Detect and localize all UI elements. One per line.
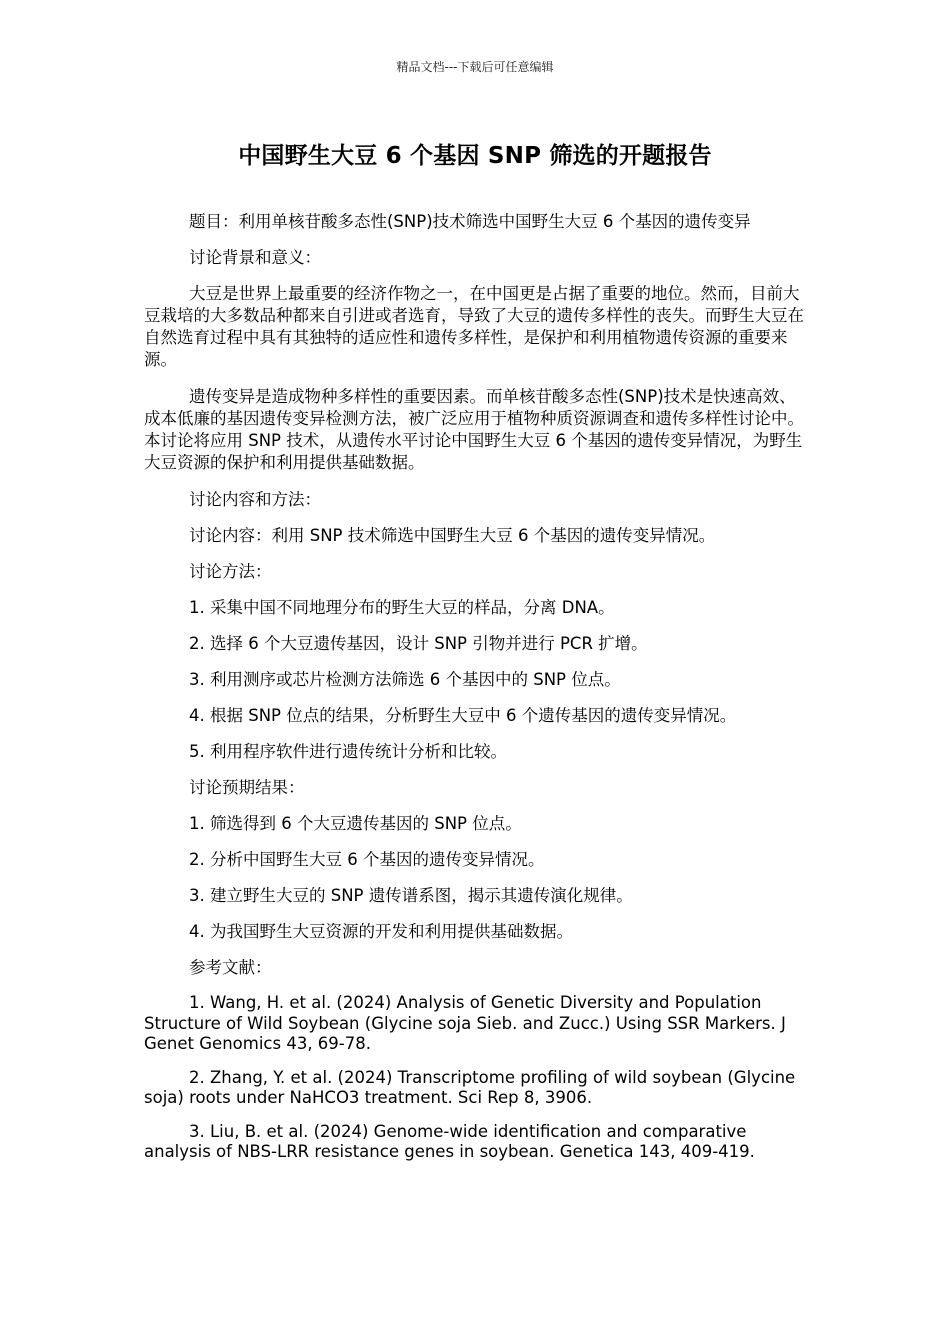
method-item: 5. 利用程序软件进行遗传统计分析和比较。 [189,742,507,761]
document-body [144,211,806,1176]
result-item: 4. 为我国野生大豆资源的开发和利用提供基础数据。 [189,922,573,941]
background-heading: 讨论背景和意义： [189,248,321,267]
method-item: 3. 利用测序或芯片检测方法筛选 6 个基因中的 SNP 位点。 [189,670,621,689]
methods-heading: 讨论方法： [189,562,272,581]
method-item: 1. 采集中国不同地理分布的野生大豆的样品，分离 DNA。 [189,598,615,617]
header-note: 精品文档---下载后可任意编辑 [396,60,554,74]
reference-item: 3. Liu, B. et al. (2024) Genome-wide identification and comparative analysis of NBS-LRR resistance genes in soybean. Genetica 143, 409-419. [144,1121,755,1161]
references-heading: 参考文献： [189,958,272,977]
result-item: 3. 建立野生大豆的 SNP 遗传谱系图，揭示其遗传演化规律。 [189,886,633,905]
background-paragraph-1: 大豆是世界上最重要的经济作物之一，在中国更是占据了重要的地位。然而，目前大豆栽培的大多数品种都来自引进或者选育，导致了大豆的遗传多样性的丧失。而野生大豆在自然选育过程中具有其独特的适应性和遗传多样性，是保护和利用植物遗传资源的重要来源。 [144,284,804,369]
background-paragraph-2: 遗传变异是造成物种多样性的重要因素。而单核苷酸多态性(SNP)技术是快速高效、成本低廉的基因遗传变异检测方法，被广泛应用于植物种质资源调查和遗传多样性讨论中。本讨论将应用 SNP 技术，从遗传水平讨论中国野生大豆 6 个基因的遗传变异情况，为野生大豆资源的保护和利用提供基础数据。 [144,387,804,472]
reference-item: 1. Wang, H. et al. (2024) Analysis of Genetic Diversity and Population Structure of Wild Soybean (Glycine soja Sieb. and Zucc.) Using SSR Markers. J Genet Genomics 43, 69-78. [144,993,786,1053]
result-item: 2. 分析中国野生大豆 6 个基因的遗传变异情况。 [189,850,545,869]
reference-item: 2. Zhang, Y. et al. (2024) Transcriptome profiling of wild soybean (Glycine soja) roots under NaHCO3 treatment. Sci Rep 8, 3906. [144,1067,796,1107]
content-line: 讨论内容：利用 SNP 技术筛选中国野生大豆 6 个基因的遗传变异情况。 [189,526,716,545]
method-item: 4. 根据 SNP 位点的结果，分析野生大豆中 6 个遗传基因的遗传变异情况。 [189,706,737,725]
topic-line: 题目：利用单核苷酸多态性(SNP)技术筛选中国野生大豆 6 个基因的遗传变异 [189,212,751,231]
document-title: 中国野生大豆 6 个基因 SNP 筛选的开题报告 [238,143,712,169]
results-heading: 讨论预期结果： [189,778,305,797]
method-item: 2. 选择 6 个大豆遗传基因，设计 SNP 引物并进行 PCR 扩增。 [189,634,648,653]
result-item: 1. 筛选得到 6 个大豆遗传基因的 SNP 位点。 [189,814,522,833]
content-methods-heading: 讨论内容和方法： [189,490,321,509]
